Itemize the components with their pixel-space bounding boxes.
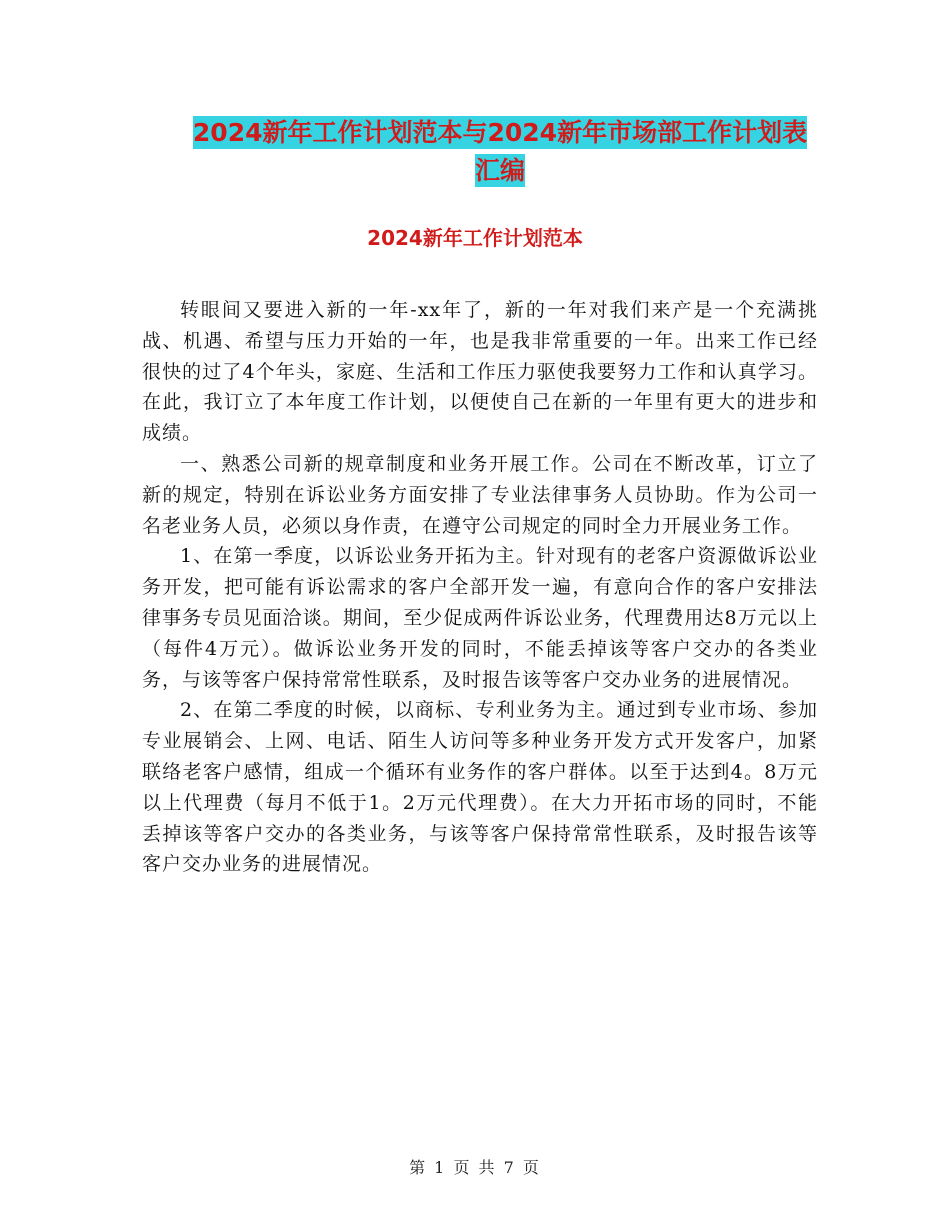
paragraph-intro: 转眼间又要进入新的一年-xx年了，新的一年对我们来产是一个充满挑战、机遇、希望与压力开始的一年，也是我非常重要的一年。出来工作已经很快的过了4个年头，家庭、生活和工作压力驱使我要努力工作和认真学习。在此，我订立了本年度工作计划，以便使自己在新的一年里有更大的进步和成绩。 (142, 299, 818, 445)
paragraph-point-one: 一、熟悉公司新的规章制度和业务开展工作。公司在不断改革，订立了新的规定，特别在诉讼业务方面安排了专业法律事务人员协助。作为公司一名老业务人员，必须以身作责，在遵守公司规定的同时全力开展业务工作。 (142, 452, 818, 537)
document-title (120, 114, 880, 190)
section-title: 2024新年工作计划范本 (367, 226, 583, 250)
document-title-line1: 2024新年工作计划范本与2024新年市场部工作计划表 (192, 118, 808, 147)
page-footer: 第 1 页 共 7 页 (409, 1158, 541, 1177)
document-title-line2: 汇编 (474, 156, 525, 185)
document-body (142, 295, 818, 880)
paragraph-first-quarter: 1、在第一季度，以诉讼业务开拓为主。针对现有的老客户资源做诉讼业务开发，把可能有诉讼需求的客户全部开发一遍，有意向合作的客户安排法律事务专员见面洽谈。期间，至少促成两件诉讼业务，代理费用达8万元以上（每件4万元）。做诉讼业务开发的同时，不能丢掉该等客户交办的各类业务，与该等客户保持常常性联系，及时报告该等客户交办业务的进展情况。 (142, 545, 818, 691)
paragraph-second-quarter: 2、在第二季度的时候，以商标、专利业务为主。通过到专业市场、参加专业展销会、上网、电话、陌生人访问等多种业务开发方式开发客户，加紧联络老客户感情，组成一个循环有业务作的客户群体。以至于达到4。8万元以上代理费（每月不低于1。2万元代理费）。在大力开拓市场的同时，不能丢掉该等客户交办的各类业务，与该等客户保持常常性联系，及时报告该等客户交办业务的进展情况。 (142, 699, 818, 876)
